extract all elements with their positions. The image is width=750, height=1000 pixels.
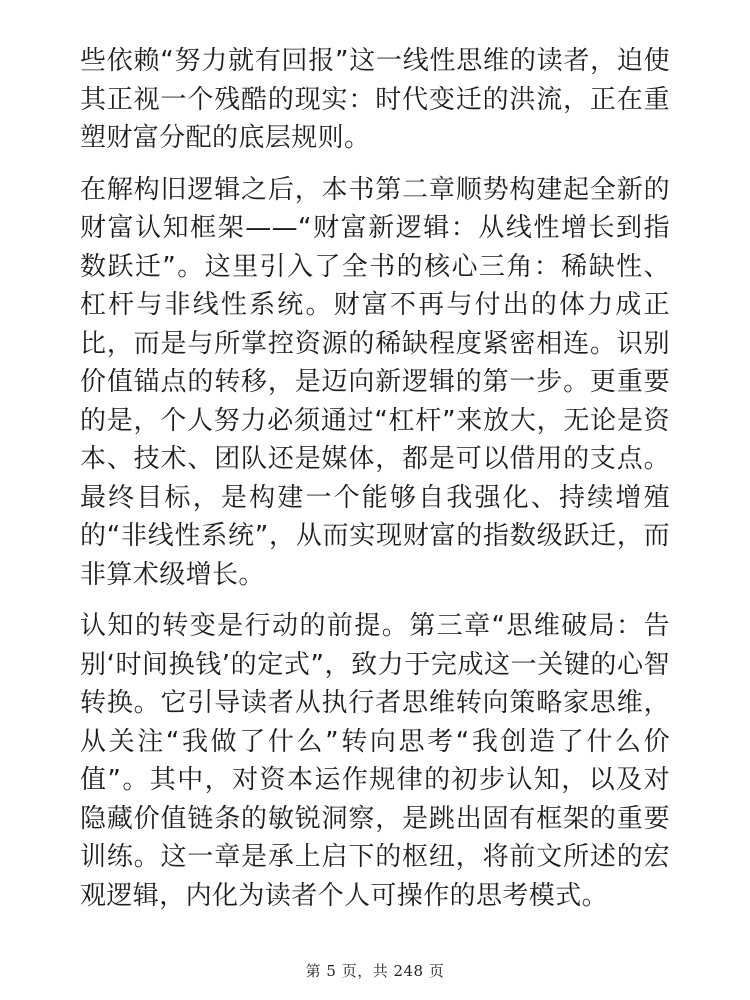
paragraph-3: 认知的转变是行动的前提。第三章“思维破局：告别‘时间换钱’的定式”，致力于完成这一关键的心智转换。它引导读者从执行者思维转向策略家思维，从关注“我做了什么”转向思考“我创造了什么价值”。其中，对资本运作规律的初步认知，以及对隐藏价值链条的敏锐洞察，是跳出固有框架的重要训练。这一章是承上启下的枢纽，将前文所述的宏观逻辑，内化为读者个人可操作的思考模式。 bbox=[80, 611, 670, 911]
paragraph-2: 在解构旧逻辑之后，本书第二章顺势构建起全新的财富认知框架——“财富新逻辑：从线性增长到指数跃迁”。这里引入了全书的核心三角：稀缺性、杠杆与非线性系统。财富不再与付出的体力成正比，而是与所掌控资源的稀缺程度紧密相连。识别价值锚点的转移，是迈向新逻辑的第一步。更重要的是，个人努力必须通过“杠杆”来放大，无论是资本、技术、团队还是媒体，都是可以借用的支点。最终目标，是构建一个能够自我强化、持续增殖的“非线性系统”，从而实现财富的指数级跃迁，而非算术级增长。 bbox=[80, 174, 670, 590]
body-text bbox=[80, 42, 670, 928]
page-indicator: 第 5 页，共 248 页 bbox=[305, 962, 445, 980]
paragraph-1: 些依赖“努力就有回报”这一线性思维的读者，迫使其正视一个残酷的现实：时代变迁的洪流，正在重塑财富分配的底层规则。 bbox=[80, 46, 670, 153]
